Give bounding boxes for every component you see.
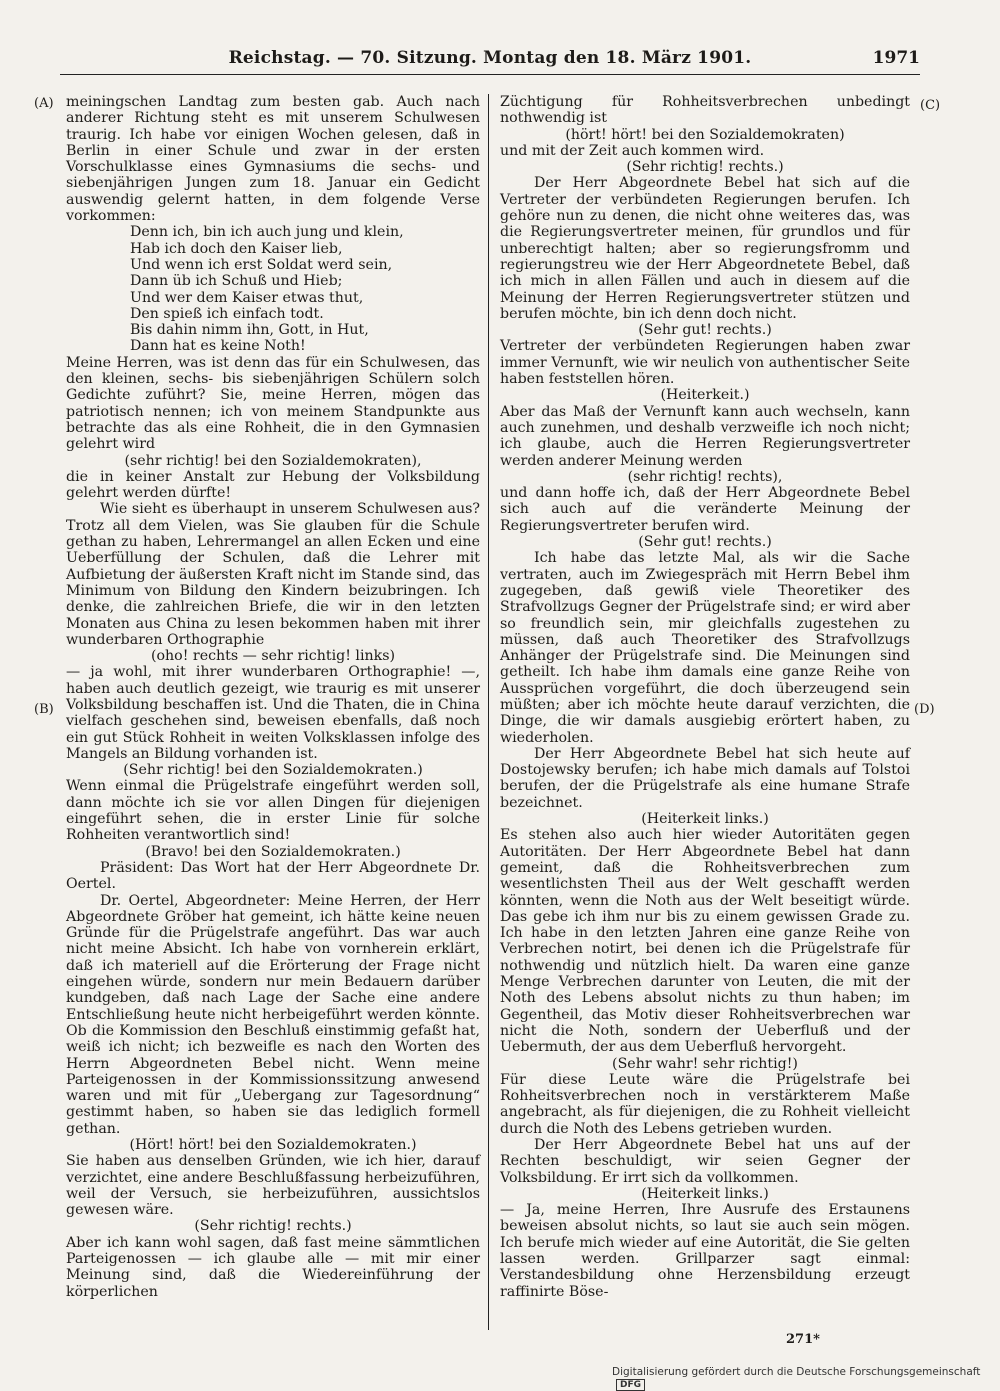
paragraph: Präsident: Das Wort hat der Herr Abgeordnete Dr. Oertel. xyxy=(66,859,480,893)
paragraph: die in keiner Anstalt zur Hebung der Volksbildung gelehrt werden dürfte! xyxy=(66,468,480,502)
interjection: (Sehr richtig! rechts.) xyxy=(194,1218,352,1235)
left-column xyxy=(66,94,480,1300)
dfg-logo: DFG xyxy=(616,1379,645,1391)
interjection: (Bravo! bei den Sozialdemokraten.) xyxy=(145,843,401,860)
running-header xyxy=(60,48,920,74)
column-divider xyxy=(488,94,489,1330)
paragraph: Vertreter der verbündeten Regierungen haben zwar immer Vernunft, wie wir neulich von authentischer Seite haben feststellen hören. xyxy=(500,338,910,388)
running-title: Reichstag. — 70. Sitzung. Montag den 18. März 1901. xyxy=(228,48,752,68)
verse-line: Und wer dem Kaiser etwas thut, xyxy=(130,289,364,306)
verse-line: Denn ich, bin ich auch jung und klein, xyxy=(130,224,404,241)
interjection: (Sehr gut! rechts.) xyxy=(638,322,772,339)
interjection: (Sehr gut! rechts.) xyxy=(638,534,772,551)
header-rule xyxy=(60,74,920,75)
paragraph: Der Herr Abgeordnete Bebel hat uns auf der Rechten beschuldigt, wir seien Gegner der Volksbildung. Er irrt sich da vollkommen. xyxy=(500,1137,910,1186)
paragraph: Der Herr Abgeordnete Bebel hat sich auf die Vertreter der verbündeten Regierungen berufen. Ich gehöre nun zu denen, die nicht ohne weiteres das, was die Regierungsvertreter meinen, für grundlos und für unberechtigt halten; aber so regierungsfromm und regierungstreu wie der Herr Abgeordnetete Bebel, daß ich mich in allen Fällen und auch in diesem auf die Meinung der Herren Regierungsvertreter stützen und berufen möchte, bin ich denn doch nicht. xyxy=(500,175,910,322)
paragraph: Wie sieht es überhaupt in unserem Schulwesen aus? Trotz all dem Vielen, was Sie glauben für die Schule gethan zu haben, Lehrermangel an allen Ecken und eine Ueberfüllung der Schulen, daß die Lehrer mit Aufbietung der äußersten Kraft nicht im Stande sind, das Minimum von Bildung den Kindern beizubringen. Ich denke, die zahlreichen Briefe, die wir in den letzten Monaten aus China zu lesen bekommen haben mit ihrer wunderbaren Orthographie xyxy=(66,501,480,648)
paragraph: und dann hoffe ich, daß der Herr Abgeordnete Bebel sich auch auf die veränderte Meinung der Regierungsvertreter berufen wird. xyxy=(500,485,910,534)
margin-marker-a: (A) xyxy=(34,96,54,111)
interjection: (Sehr wahr! sehr richtig!) xyxy=(612,1055,798,1072)
digitization-credit xyxy=(612,1366,1000,1391)
verse-line: Hab ich doch den Kaiser lieb, xyxy=(130,240,343,257)
paragraph: Es stehen also auch hier wieder Autoritäten gegen Autoritäten. Der Herr Abgeordnete Bebel hat dann gemeint, daß die Rohheitsverbrechen zum wesentlichsten Theil aus der Welt geschafft werden könnten, wenn die Noth aus der Welt beseitigt würde. Das gebe ich ihm nur bis zu einem gewissen Grade zu. Ich habe in den letzten Jahren eine ganze Reihe von Verbrechen notirt, bei denen ich die Prügelstrafe für nothwendig und nützlich hielt. Da waren eine ganze Menge Verbrechen darunter von Leuten, die mit der Noth des Lebens absolut nichts zu thun haben; im Gegentheil, das Motiv dieser Rohheitsverbrechen war nicht die Noth, sondern der Ueberfluß und der Uebermuth, der aus dem Ueberfluß hervorgeht. xyxy=(500,827,910,1056)
credit-text: Digitalisierung gefördert durch die Deutsche Forschungsgemeinschaft xyxy=(612,1366,981,1378)
interjection: (sehr richtig! rechts), xyxy=(627,468,783,485)
margin-marker-d: (D) xyxy=(914,702,935,717)
signature-mark: 271* xyxy=(786,1332,820,1347)
verse-line: Dann hat es keine Noth! xyxy=(130,338,306,355)
paragraph: Dr. Oertel, Abgeordneter: Meine Herren, der Herr Abgeordnete Gröber hat gemeint, ich hätte keine neuen Gründe für die Prügelstrafe angeführt. Das war auch nicht meine Absicht. Ich habe von vornherein erklärt, daß ich materiell auf die Erörterung der Frage nicht eingehen würde, sondern nur mein Bedauern darüber kundgeben, daß nach Lage der Sache eine andere Entschließung heute nicht herbeigeführt werden könnte. Ob die Kommission den Beschluß einstimmig gefaßt hat, weiß ich nicht; ich bezweifle es nach den Worten des Herrn Abgeordneten Bebel nicht. Wenn meine Parteigenossen in der Kommissionssitzung anwesend waren und mit für „Uebergang zur Tagesordnung“ gestimmt haben, so haben sie das lediglich formell gethan. xyxy=(66,892,480,1137)
interjection: (Heiterkeit.) xyxy=(660,387,750,404)
verse-line: Und wenn ich erst Soldat werd sein, xyxy=(130,256,393,273)
paragraph: Züchtigung für Rohheitsverbrechen unbedingt nothwendig ist xyxy=(500,94,910,127)
paragraph: Ich habe das letzte Mal, als wir die Sache vertraten, auch im Zwiegespräch mit Herrn Bebel ihm zugegeben, daß gewiß viele Theoretiker des Strafvollzugs Gegner der Prügelstrafe sind; er wird aber so freundlich sein, mir gleichfalls zugestehen zu müssen, daß auch Theoretiker des Strafvollzugs Anhänger der Prügelstrafe sind. Die Meinungen sind getheilt. Ich habe ihm damals eine ganze Reihe von Aussprüchen vorgeführt, die doch überzeugend sein müßten; aber ich möchte heute darauf verzichten, die Dinge, die wir damals ausgiebig erörtert haben, zu wiederholen. xyxy=(500,550,910,746)
paragraph: Wenn einmal die Prügelstrafe eingeführt werden soll, dann möchte ich sie vor allen Dingen für diejenigen eingeführt sehen, die in erster Linie für solche Rohheiten verantwortlich sind! xyxy=(66,778,480,844)
interjection: (Sehr richtig! rechts.) xyxy=(626,159,784,176)
interjection: (Heiterkeit links.) xyxy=(641,811,769,828)
paragraph: und mit der Zeit auch kommen wird. xyxy=(500,142,765,159)
verse-line: Dann üb ich Schuß und Hieb; xyxy=(130,273,343,290)
paragraph: Meine Herren, was ist denn das für ein Schulwesen, das den kleinen, sechs- bis siebenjährigen Schülern solch Gedichte zuführt? Sie, meine Herren, mögen das patriotisch nennen; ich von meinem Standpunkte aus betrachte das als eine Rohheit, die in den Gymnasien gelehrt wird xyxy=(66,354,480,453)
interjection: (oho! rechts — sehr richtig! links) xyxy=(150,648,396,665)
paragraph: Der Herr Abgeordnete Bebel hat sich heute auf Dostojewsky berufen; ich habe mich damals auf Tolstoi berufen, der die Prügelstrafe als eine humane Strafe bezeichnet. xyxy=(500,745,910,811)
interjection: (Heiterkeit links.) xyxy=(641,1185,769,1202)
paragraph: Aber das Maß der Vernunft kann auch wechseln, kann auch zunehmen, und deshalb verzweifle ich noch nicht; ich glaube, auch die Herren Regierungsvertreter werden anderer Meinung werden xyxy=(500,403,910,469)
paragraph: — Ja, meine Herren, Ihre Ausrufe des Erstaunens beweisen absolut nichts, so laut sie auch sein mögen. Ich berufe mich wieder auf eine Autorität, die Sie gelten lassen werden. Grillparzer sagt einmal: Verstandesbildung ohne Herzensbildung erzeugt raffinirte Böse- xyxy=(500,1202,910,1300)
interjection: (Sehr richtig! bei den Sozialdemokraten.) xyxy=(123,762,423,779)
margin-marker-c: (C) xyxy=(920,98,941,113)
page-number: 1971 xyxy=(872,48,920,68)
margin-marker-b: (B) xyxy=(34,702,54,717)
verse-line: Bis dahin nimm ihn, Gott, in Hut, xyxy=(130,322,369,339)
interjection: (hört! hört! bei den Sozialdemokraten) xyxy=(565,126,845,143)
paragraph: meiningschen Landtag zum besten gab. Auch nach anderer Richtung steht es mit unserem Schulwesen traurig. Ich habe vor einigen Wochen gelesen, daß in Berlin in einer Schule und zwar in der ersten Vorschulklasse eines Gymnasiums die sechs- und siebenjährigen Jungen zum 18. Januar ein Gedicht auswendig gelernt hatten, in dem folgende Verse vorkommen: xyxy=(66,94,480,225)
paragraph: Sie haben aus denselben Gründen, wie ich hier, darauf verzichtet, eine andere Beschlußfassung herbeizuführen, weil der Versuch, sie herbeizuführen, aussichtslos gewesen wäre. xyxy=(66,1153,480,1219)
verse-line: Den spieß ich einfach todt. xyxy=(130,305,324,322)
paragraph: — ja wohl, mit ihrer wunderbaren Orthographie! —, haben auch deutlich gezeigt, wie traurig es mit unserer Volksbildung beschaffen ist. Und die Thaten, die in China vielfach geschehen sind, beweisen ebenfalls, daß noch ein gut Stück Rohheit in weiten Volksklassen infolge des Mangels an Bildung vorhanden ist. xyxy=(66,664,480,762)
paragraph: Aber ich kann wohl sagen, daß fast meine sämmtlichen Parteigenossen — ich glaube alle — mit mir einer Meinung sind, daß die Wiedereinführung der körperlichen xyxy=(66,1234,480,1300)
right-column xyxy=(500,94,910,1300)
interjection: (sehr richtig! bei den Sozialdemokraten), xyxy=(124,452,422,469)
paragraph: Für diese Leute wäre die Prügelstrafe bei Rohheitsverbrechen noch in verstärkterem Maße angebracht, als für diejenigen, die zu Rohheit vielleicht durch die Noth des Lebens getrieben wurden. xyxy=(500,1071,910,1137)
interjection: (Hört! hört! bei den Sozialdemokraten.) xyxy=(129,1137,417,1153)
